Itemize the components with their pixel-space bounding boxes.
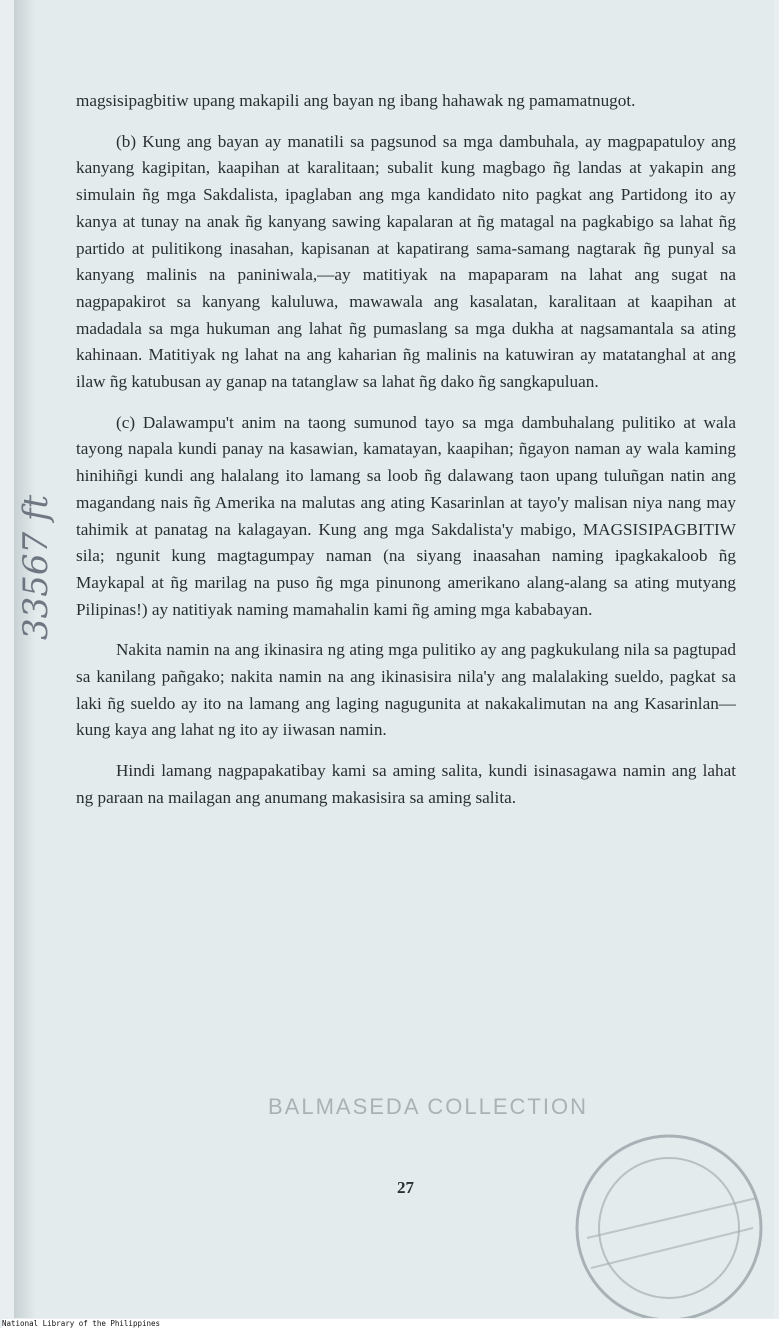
paragraph-continuation: magsisipagbitiw upang makapili ang bayan ng ibang hahawak ng pamamatnugot. bbox=[76, 91, 636, 110]
body-text bbox=[76, 88, 736, 826]
paragraph-d: Nakita namin na ang ikinasira ng ating mga pulitiko ay ang pagkukulang nila sa pagtupad sa kanilang pañgako; nakita namin na ang ikinasisira nila'y ang malalaking sueldo, pagkat sa laki ñg sueldo ay ito na lamang ang laging nagugunita at nakakalimutan na ang Kasarinlan—kung kaya ang lahat ng ito ay iiwasan namin. bbox=[76, 640, 736, 740]
document-page bbox=[14, 0, 774, 1318]
paragraph-c: (c) Dalawampu't anim na taong sumunod tayo sa mga dambuhalang pulitiko at wala tayong napala kundi panay na kasawian, kamatayan, kaapihan; ñgayon naman ay wala kaming hinihiñgi kundi ang halalang ito lamang sa loob ñg dalawang taon upang tuluñgan natin ang magandang nais ñg Amerika na malutas ang ating Kasarinlan at tayo'y malisan niya nang may tahimik at panatag na kalagayan. Kung ang mga Sakdalista'y mabigo, MAGSISIPAGBITIW sila; ngunit kung magtagumpay naman (na siyang inaasahan naming ipagkakaloob ñg Maykapal at ñg marilag na puso ñg mga pinunong amerikano alang-alang sa ating mutyang Pilipinas!) ay natitiyak naming mamahalin kami ñg aming mga kababayan. bbox=[76, 412, 736, 619]
library-seal-stamp bbox=[557, 1128, 773, 1318]
collection-stamp-text: BALMASEDA COLLECTION bbox=[268, 1094, 588, 1119]
page-number: 27 bbox=[397, 1178, 414, 1197]
paragraph-b: (b) Kung ang bayan ay manatili sa pagsunod sa mga dambuhala, ay magpapatuloy ang kanyang kagipitan, kaapihan at karalitaan; subalit kung magbago ñg landas at yakapin ang simulain ñg mga Sakdalista, ipaglaban ang mga kandidato nito pagkat ang Partidong ito ay kanya at tunay na anak ñg kanyang sawing kapalaran at ñg matagal na pagkabigo sa lahat ñg partido at pulitikong inasahan, kapisanan at kapatirang sama-samang nagtarak ñg punyal sa kanyang malinis na paniniwala,—ay matitiyak na mapaparam na lahat ang sugat na nagpapakirot sa kanyang kaluluwa, mawawala ang kasalatan, karalitaan at kaapihan at madadala sa mga hukuman ang lahat ñg pumaslang sa mga dukha at nagsamantala sa ating kahinaan. Matitiyak ng lahat na ang kaharian ñg malinis na katuwiran ay matatanghal at ang ilaw ñg katubusan ay ganap na tatanglaw sa lahat ñg dako ñg sangkapuluan. bbox=[76, 131, 736, 392]
paragraph-e: Hindi lamang nagpapakatibay kami sa aming salita, kundi isinasagawa namin ang lahat ng paraan na mailagan ang anumang makasisira sa aming salita. bbox=[76, 761, 736, 807]
page-footer-credit: National Library of the Philippines bbox=[2, 1319, 779, 1328]
handwritten-accession-number: 33567 ft bbox=[16, 494, 56, 640]
page-gutter-shadow bbox=[14, 0, 36, 1318]
